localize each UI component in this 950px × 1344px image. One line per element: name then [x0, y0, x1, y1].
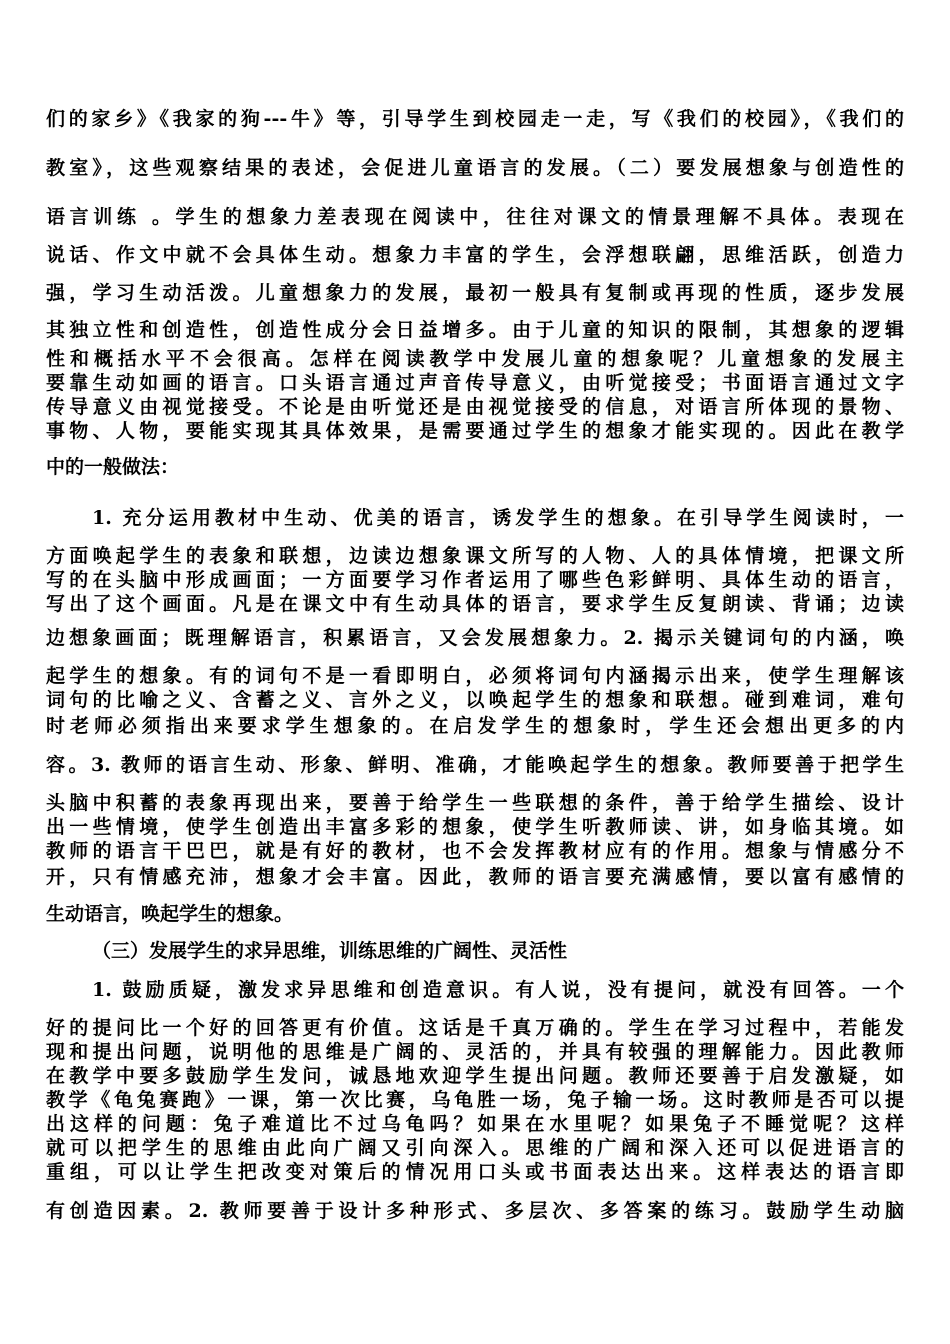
text-line: 强，学习生动活泼。儿童想象力的发展，最初一般具有复制或再现的性质，逐步发展: [46, 282, 904, 304]
text-line: 就可以把学生的思维由此向广阔又引向深入。思维的广阔和深入还可以促进语言的: [46, 1137, 904, 1159]
text-line: 写的在头脑中形成画面；一方面要学习作者运用了哪些色彩鲜明、具体生动的语言，: [46, 569, 904, 591]
text-line: 词句的比喻之义、含蓄之义、言外之义，以唤起学生的想象和联想。碰到难词，难句: [46, 689, 904, 711]
text-line: 说话、作文中就不会具体生动。想象力丰富的学生，会浮想联翩，思维活跃，创造力: [46, 244, 904, 266]
text-line: 教室》，这些观察结果的表述，会促进儿童语言的发展。（二）要发展想象与创造性的: [46, 157, 904, 179]
text-line: 教师的语言干巴巴，就是有好的教材，也不会发挥教材应有的作用。想象与情感分不: [46, 840, 904, 862]
text-line: 好的提问比一个好的回答更有价值。这话是千真万确的。学生在学习过程中，若能发: [46, 1017, 904, 1039]
text-line: 出一些情境，使学生创造出丰富多彩的想象，使学生听教师读、讲，如身临其境。如: [46, 816, 904, 838]
text-line: 在教学中要多鼓励学生发问，诚恳地欢迎学生提出问题。教师还要善于启发激疑，如: [46, 1065, 904, 1087]
text-line: 1. 鼓励质疑，激发求异思维和创造意识。有人说，没有提问，就没有回答。一个: [92, 979, 904, 1001]
text-line: 边想象画面；既理解语言，积累语言，又会发展想象力。2. 揭示关键词句的内涵，唤: [46, 627, 904, 649]
text-line: 语言训练 。学生的想象力差表现在阅读中，往往对课文的情景理解不具体。表现在: [46, 206, 904, 228]
text-line: 出这样的问题：兔子难道比不过乌龟吗？如果在水里呢？如果兔子不睡觉呢？这样: [46, 1113, 904, 1135]
text-line: 容。3. 教师的语言生动、形象、鲜明、准确，才能唤起学生的想象。教师要善于把学生: [46, 754, 904, 776]
text-line: 头脑中积蓄的表象再现出来，要善于给学生一些联想的条件，善于给学生描绘、设计: [46, 792, 904, 814]
text-line: 教学《龟兔赛跑》一课，第一次比赛，乌龟胜一场，兔子输一场。这时教师是否可以提: [46, 1089, 904, 1111]
text-line: 要靠生动如画的语言。口头语言通过声音传导意义，由听觉接受；书面语言通过文字: [46, 372, 904, 394]
text-line: 开，只有情感充沛，想象才会丰富。因此，教师的语言要充满感情，要以富有感情的: [46, 866, 904, 888]
text-line: 写出了这个画面。凡是在课文中有生动具体的语言，要求学生反复朗读、背诵；边读: [46, 593, 904, 615]
text-line: 起学生的想象。有的词句不是一看即明白，必须将词句内涵揭示出来，使学生理解该: [46, 665, 904, 687]
text-line: 性和概括水平不会很高。怎样在阅读教学中发展儿童的想象呢？儿童想象的发展主: [46, 348, 904, 370]
text-line: 1. 充分运用教材中生动、优美的语言，诱发学生的想象。在引导学生阅读时，一: [92, 507, 904, 529]
text-line: 其独立性和创造性，创造性成分会日益增多。由于儿童的知识的限制，其想象的逻辑: [46, 319, 904, 341]
text-line: 时老师必须指出来要求学生想象的。在启发学生的想象时，学生还会想出更多的内: [46, 715, 904, 737]
section-heading: （三）发展学生的求异思维，训练思维的广阔性、灵活性: [92, 940, 568, 962]
text-line: 重组，可以让学生把改变对策后的情况用口头或书面表达出来。这样表达的语言即: [46, 1161, 904, 1183]
text-line: 中的一般做法：: [46, 456, 180, 478]
text-line: 们的家乡》《我家的狗---牛》等，引导学生到校园走一走，写《我们的校园》，《我们的: [46, 108, 904, 130]
text-line: 方面唤起学生的表象和联想，边读边想象课文所写的人物、人的具体情境，把课文所: [46, 545, 904, 567]
text-line: 有创造因素。2. 教师要善于设计多种形式、多层次、多答案的练习。鼓励学生动脑: [46, 1200, 904, 1222]
text-line: 事物、人物，要能实现其具体效果，是需要通过学生的想象才能实现的。因此在教学: [46, 420, 904, 442]
text-line: 传导意义由视觉接受。不论是由听觉还是由视觉接受的信息，对语言所体现的景物、: [46, 396, 904, 418]
text-line: 生动语言，唤起学生的想象。: [46, 903, 294, 925]
text-line: 现和提出问题，说明他的思维是广阔的、灵活的，并具有较强的理解能力。因此教师: [46, 1041, 904, 1063]
